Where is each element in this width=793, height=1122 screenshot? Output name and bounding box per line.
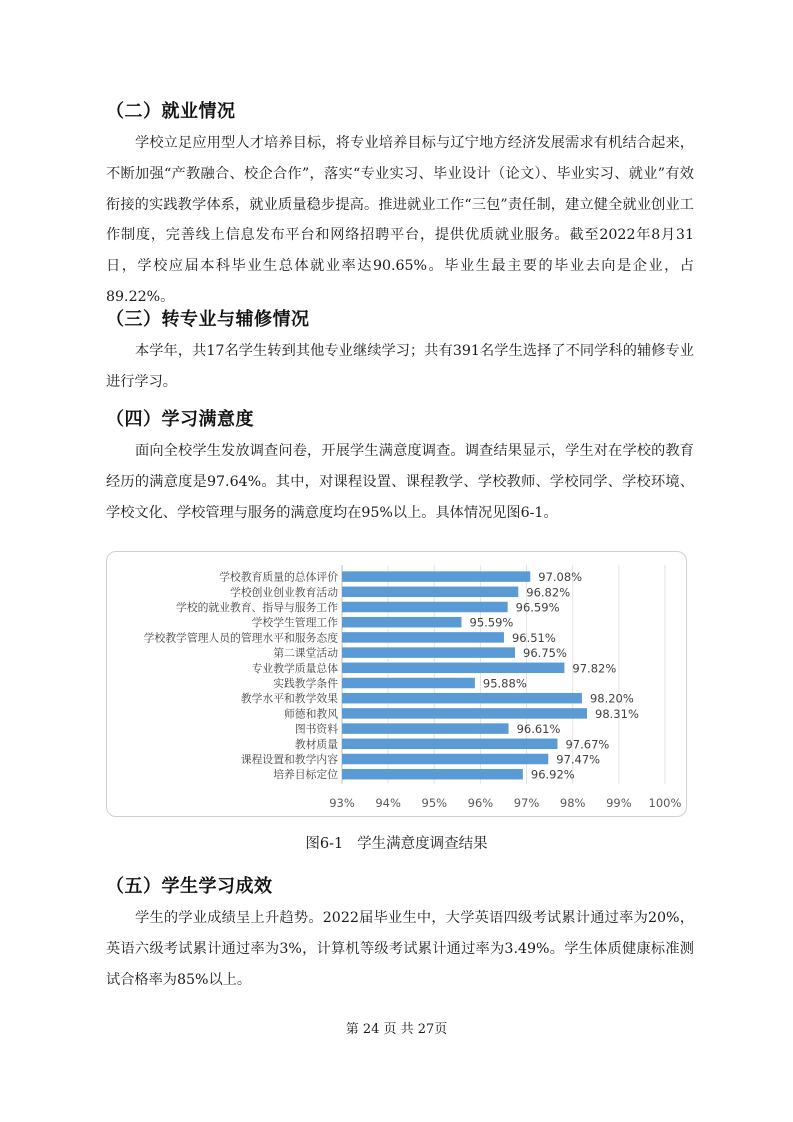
satisfaction-bar-chart <box>107 552 688 818</box>
bar <box>342 663 564 674</box>
data-label: 97.82% <box>572 661 617 676</box>
bar <box>342 693 582 704</box>
employment-paragraph: 学校立足应用型人才培养目标，将专业培养目标与辽宁地方经济发展需求有机结合起来，不断加强“产教融合、校企合作”，落实“专业实习、毕业设计（论文）、毕业实习、就业”有效衔接的实践教学体系，就业质量稳步提高。推进就业工作“三包”责任制，建立健全就业创业工作制度，完善线上信息发布平台和网络招聘平台，提供优质就业服务。截至2022年8月31日，学校应届本科毕业生总体就业率达90.65%。毕业生最主要的毕业去向是企业，占89.22%。 <box>106 135 694 305</box>
x-tick-label: 93% <box>329 795 355 810</box>
data-label: 97.08% <box>538 570 583 585</box>
data-label: 96.75% <box>523 646 567 661</box>
category-label: 学校学生管理工作 <box>251 616 338 630</box>
bar <box>342 587 518 598</box>
category-label: 培养目标定位 <box>273 768 338 782</box>
data-label: 98.20% <box>589 691 634 706</box>
data-label: 96.82% <box>526 585 571 600</box>
category-label: 专业教学质量总体 <box>251 661 338 675</box>
category-label: 实践教学条件 <box>273 677 338 690</box>
bar <box>342 723 509 734</box>
bar <box>342 678 475 689</box>
data-label: 96.51% <box>511 630 556 645</box>
x-tick-label: 94% <box>375 795 401 810</box>
x-tick-label: 100% <box>648 795 682 810</box>
data-label: 95.88% <box>482 676 527 691</box>
bar <box>342 769 523 780</box>
category-label: 学校的就业教育、指导与服务工作 <box>176 601 338 614</box>
category-label: 学校教育质量的总体评价 <box>219 570 338 584</box>
category-label: 教材质量 <box>294 737 338 751</box>
section-heading-learning-outcomes: （五）学生学习成效 <box>106 876 273 897</box>
satisfaction-chart <box>106 551 687 817</box>
bar <box>342 647 515 658</box>
category-label: 教学水平和教学效果 <box>240 692 338 706</box>
x-tick-label: 95% <box>421 795 448 810</box>
page-footer: 第 24 页 共 27页 <box>345 1022 448 1037</box>
bar <box>342 754 548 765</box>
satisfaction-paragraph: 面向全校学生发放调查问卷，开展学生满意度调查。调查结果显示，学生对在学校的教育经历的满意度是97.64%。其中，对课程设置、课程教学、学校教师、学校同学、学校环境、学校文化、学校管理与服务的满意度均在95%以上。具体情况见图6-1。 <box>106 443 694 521</box>
bar <box>342 617 462 628</box>
section-heading-employment: （二）就业情况 <box>106 101 236 122</box>
x-tick-label: 98% <box>559 795 586 810</box>
category-label: 学校教学管理人员的管理水平和服务态度 <box>143 631 338 645</box>
learning-outcomes-paragraph: 学生的学业成绩呈上升趋势。2022届毕业生中，大学英语四级考试累计通过率为20%，英语六级考试累计通过率为3%，计算机等级考试累计通过率为3.49%。学生体质健康标准测试合格率为85%以上。 <box>106 910 694 988</box>
data-label: 98.31% <box>595 706 639 721</box>
category-label: 师德和教风 <box>284 707 338 721</box>
bar <box>342 632 504 643</box>
bar <box>342 739 557 750</box>
data-label: 97.67% <box>565 737 610 752</box>
x-tick-label: 99% <box>606 795 632 810</box>
category-label: 第二课堂活动 <box>273 646 338 660</box>
transfer-minor-paragraph: 本学年，共17名学生转到其他专业继续学习；共有391名学生选择了不同学科的辅修专业进行学习。 <box>106 343 694 390</box>
section-heading-satisfaction: （四）学习满意度 <box>106 409 254 430</box>
data-label: 96.61% <box>516 722 561 737</box>
data-label: 96.59% <box>515 600 560 615</box>
bar <box>342 571 530 582</box>
data-label: 96.92% <box>530 767 575 782</box>
figure-caption: 图6-1 学生满意度调查结果 <box>305 836 488 852</box>
data-label: 97.47% <box>556 752 601 767</box>
category-label: 图书资料 <box>294 722 338 736</box>
bar <box>342 708 587 719</box>
category-label: 课程设置和教学内容 <box>240 753 338 766</box>
category-label: 学校创业创业教育活动 <box>230 585 338 599</box>
section-heading-transfer-minor: （三）转专业与辅修情况 <box>106 309 310 330</box>
x-tick-label: 96% <box>467 795 494 810</box>
bar <box>342 602 508 613</box>
x-tick-label: 97% <box>513 795 540 810</box>
data-label: 95.59% <box>469 615 514 630</box>
